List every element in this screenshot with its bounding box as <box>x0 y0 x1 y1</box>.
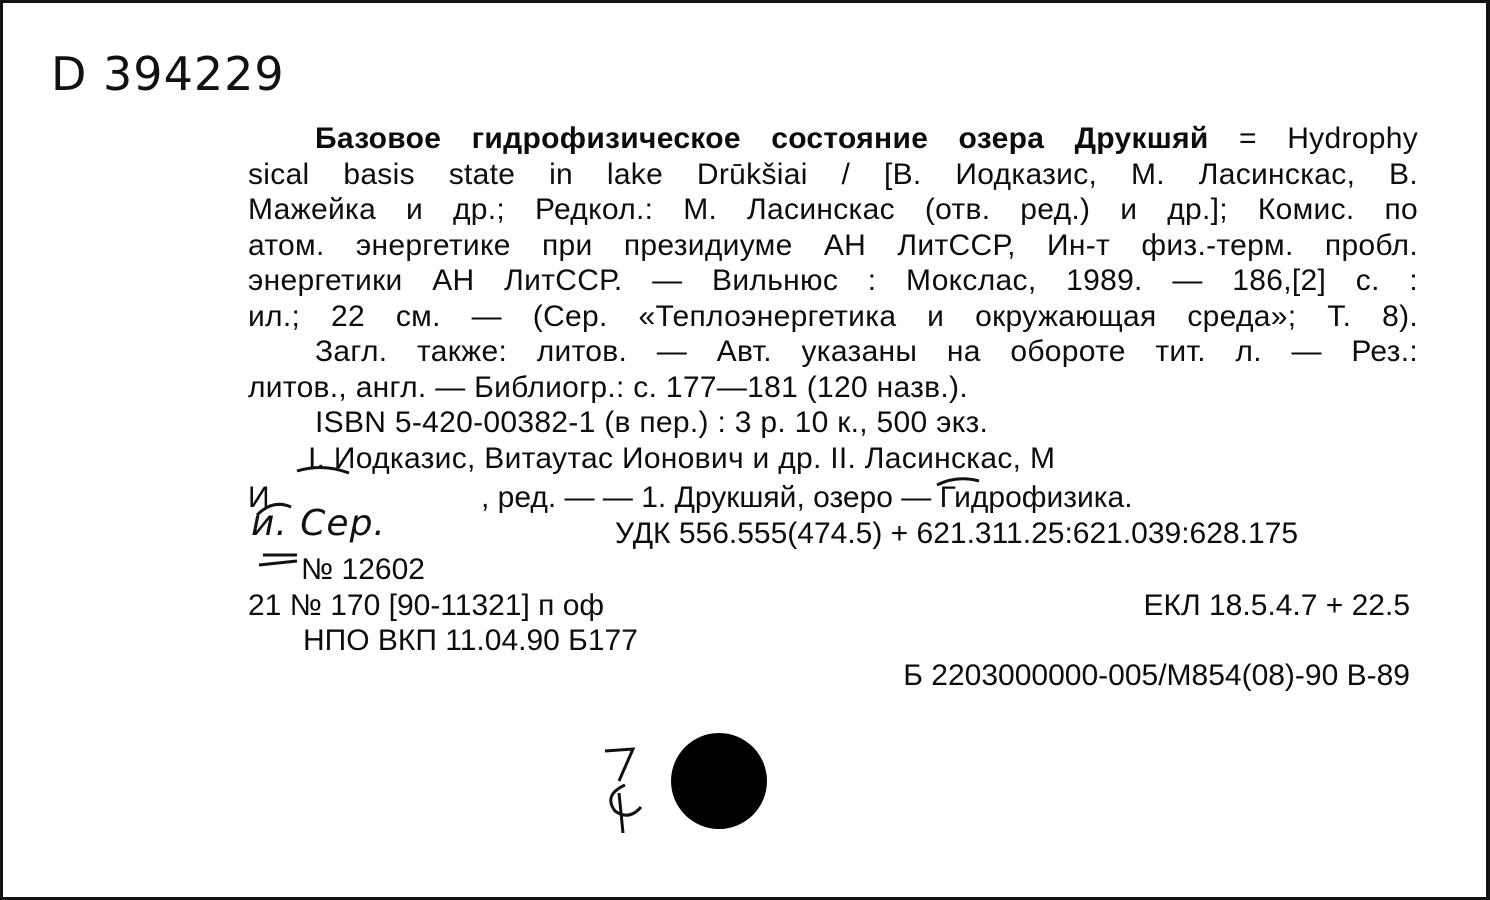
pen-dash-mark <box>257 547 303 571</box>
pen-scribble-mark <box>255 495 295 521</box>
handwritten-series-note: и. Сер. <box>251 503 386 544</box>
price-code-line: Б 2203000000-005/М854(08)-90 В-89 <box>903 659 1410 692</box>
description-block <box>248 121 1418 476</box>
body-line: Мажейка и др.; Редкол.: М. Ласинскас (отв. ред.) и др.]; Комис. по <box>248 193 1418 226</box>
title-bold: Базовое гидрофизическое состояние озера Друкшяй <box>315 122 1209 155</box>
body-line: sical basis state in lake Drūkšiai / [В. Иодказис, М. Ласинскас, В. <box>248 157 1418 191</box>
body-line: атом. энергетике при президиуме АН ЛитССР, Ин-т физ.-терм. пробл. <box>248 228 1418 262</box>
ekl-line: ЕКЛ 18.5.4.7 + 22.5 <box>1143 589 1410 622</box>
body-line: ил.; 22 см. — (Сер. «Теплоэнергетика и окружающая среда»; Т. 8). <box>248 299 1418 333</box>
number-line: № 12602 <box>301 553 425 586</box>
isbn-line: ISBN 5-420-00382-1 (в пер.) : 3 р. 10 к., 500 экз. <box>315 406 989 439</box>
call-number: D 394229 <box>51 47 285 101</box>
handwritten-digit-mark <box>595 741 655 837</box>
body-line: энергетики АН ЛитССР. — Вильнюс : Мокслас, 1989. — 186,[2] с. : <box>248 264 1418 297</box>
order-line: 21 № 170 [90-11321] п оф <box>248 589 605 622</box>
tracing-line-1: I. Иодказис, Витаутас Ионович и др. II. Ласинскас, М <box>308 441 1056 475</box>
filled-circle-mark <box>671 733 767 829</box>
tracing-prefix: И <box>248 481 270 514</box>
title-parallel: = Hydrophy <box>1208 122 1419 155</box>
note-line: Загл. также: литов. — Авт. указаны на обороте тит. л. — Рез.: <box>315 335 1418 368</box>
npo-line: НПО ВКП 11.04.90 Б177 <box>303 624 638 657</box>
tracing-line-2: , ред. — — 1. Друкшяй, озеро — Гидрофизика. <box>481 481 1133 514</box>
pen-overline-mark <box>933 473 983 493</box>
title-line <box>248 121 1418 157</box>
udk-line: УДК 556.555(474.5) + 621.311.25:621.039:628.175 <box>615 517 1298 550</box>
pen-underline-mark <box>293 449 353 479</box>
note-line: литов., англ. — Библиогр.: с. 177—181 (120 назв.). <box>248 370 968 404</box>
